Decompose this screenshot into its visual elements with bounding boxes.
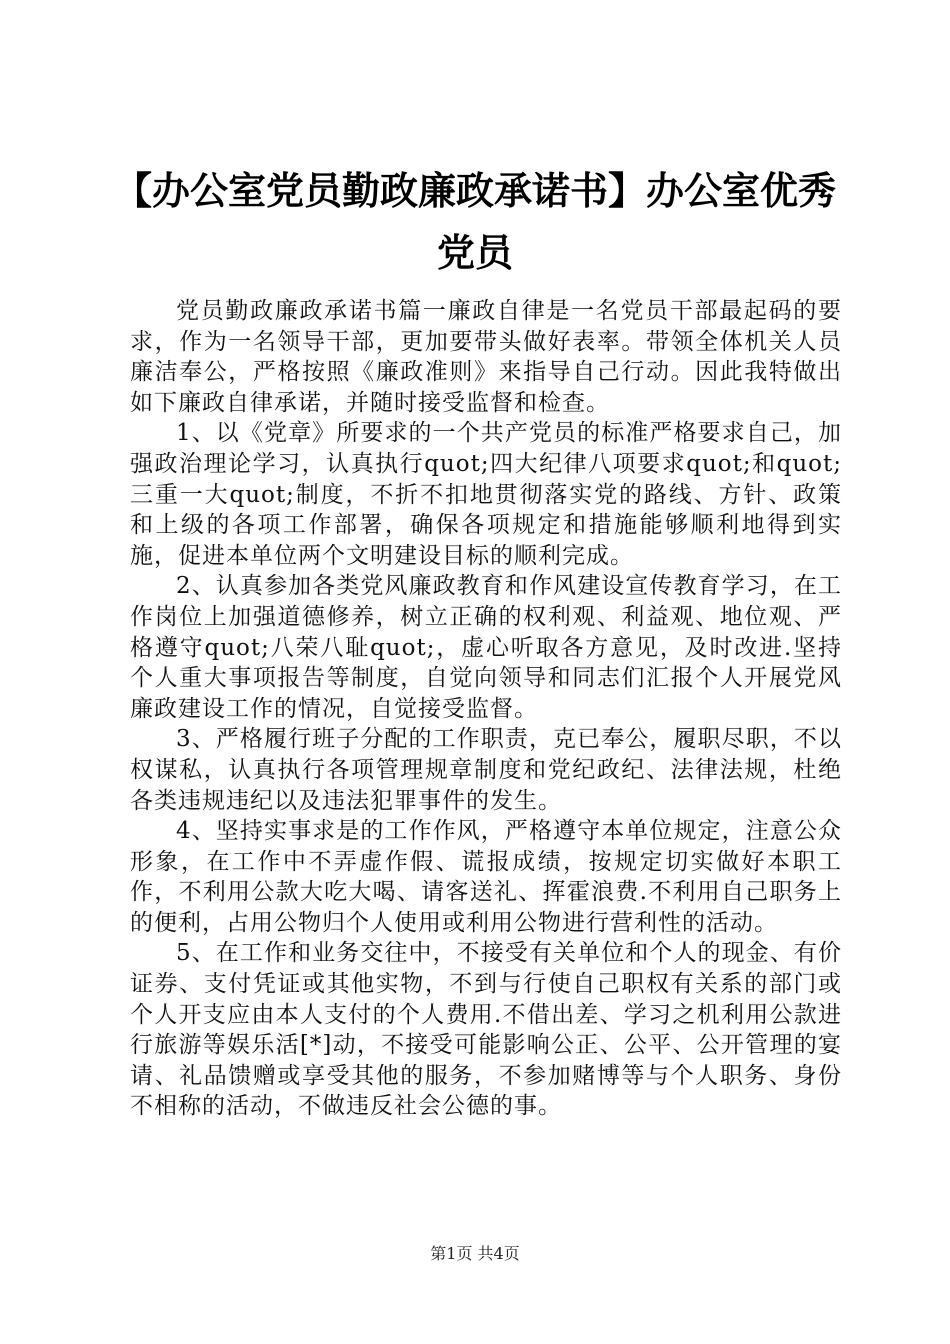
document-body [130, 296, 842, 1122]
paragraph-item-3: 3、严格履行班子分配的工作职责，克已奉公，履职尽职，不以权谋私，认真执行各项管理规章制度和党纪政纪、法律法规，杜绝各类违规违纪以及违法犯罪事件的发生。 [130, 726, 842, 814]
document-title: 【办公室党员勤政廉政承诺书】办公室优秀党员 [113, 168, 836, 275]
page-number-footer: 第1页 共4页 [430, 1244, 520, 1263]
paragraph-intro: 党员勤政廉政承诺书篇一廉政自律是一名党员干部最起码的要求，作为一名领导干部，更加要带头做好表率。带领全体机关人员廉洁奉公，严格按照《廉政准则》来指导自己行动。因此我特做出如下廉政自律承诺，并随时接受监督和检查。 [130, 298, 842, 416]
paragraph-item-4: 4、坚持实事求是的工作作风，严格遵守本单位规定，注意公众形象，在工作中不弄虚作假、谎报成绩，按规定切实做好本职工作，不利用公款大吃大喝、请客送礼、挥霍浪费.不利用自己职务上的便利，占用公物归个人使用或利用公物进行营利性的活动。 [130, 818, 842, 936]
paragraph-item-5: 5、在工作和业务交往中，不接受有关单位和个人的现金、有价证券、支付凭证或其他实物，不到与行使自己职权有关系的部门或个人开支应由本人支付的个人费用.不借出差、学习之机利用公款进行旅游等娱乐活[*]动，不接受可能影响公正、公平、公开管理的宴请、礼品馈赠或享受其他的服务，不参加赌博等与个人职务、身份不相称的活动，不做违反社会公德的事。 [130, 940, 842, 1120]
paragraph-item-1: 1、以《党章》所要求的一个共产党员的标准严格要求自己，加强政治理论学习，认真执行quot;四大纪律八项要求quot;和quot;三重一大quot;制度，不折不扣地贯彻落实党的路线、方针、政策和上级的各项工作部署，确保各项规定和措施能够顺利地得到实施，促进本单位两个文明建设目标的顺利完成。 [130, 420, 842, 569]
paragraph-item-2: 2、认真参加各类党风廉政教育和作风建设宣传教育学习，在工作岗位上加强道德修养，树立正确的权利观、利益观、地位观、严格遵守quot;八荣八耻quot;，虚心听取各方意见，及时改进.坚持个人重大事项报告等制度，自觉向领导和同志们汇报个人开展党风廉政建设工作的情况，自觉接受监督。 [130, 573, 842, 722]
